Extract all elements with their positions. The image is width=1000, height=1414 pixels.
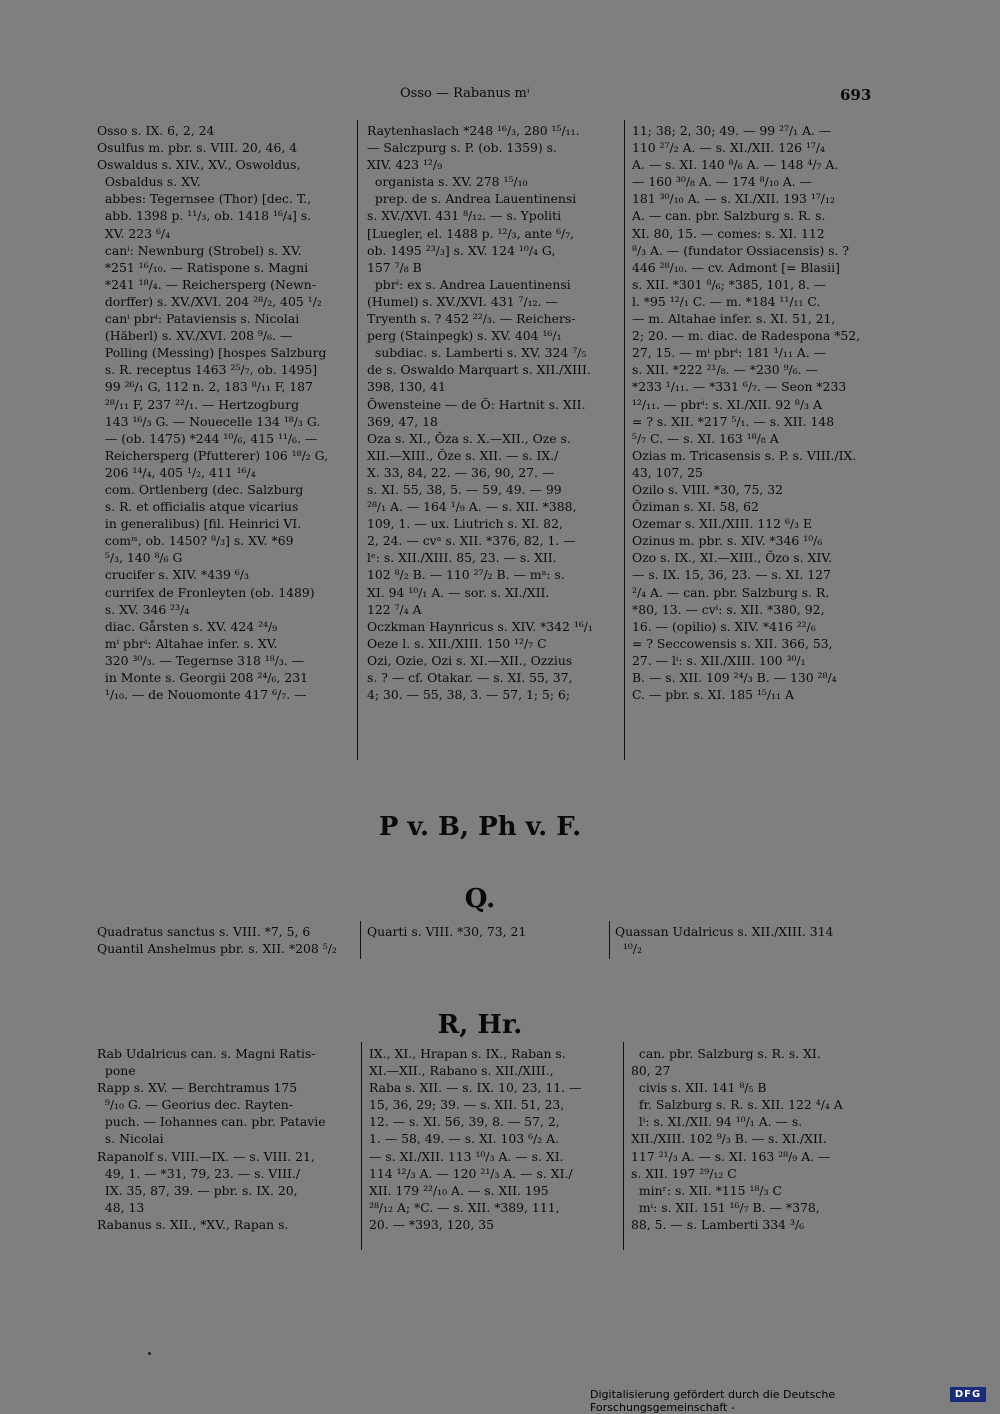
index-entry-line: s. XII. *222 ²¹/₈. — *230 ⁹/₆. — [632,362,818,378]
index-entry-line: [Luegler, el. 1488 p. ¹²/₃, ante ⁶/₇, [367,225,575,241]
index-entry-line: *251 ¹⁶/₁₀. — Ratispone s. Magni [97,259,309,275]
index-entry-line: Oza s. XI., Ŏza s. X.—XII., Oze s. [367,430,571,446]
index-entry-line: Osso s. IX. 6, 2, 24 [97,123,215,138]
index-entry-line: = ? Seccowensis s. XII. 366, 53, [632,635,833,651]
column-divider [624,120,625,760]
index-entry-line: canⁱ: Newnburg (Strobel) s. XV. [97,242,302,258]
running-head [0,86,1000,106]
index-entry-line: s. Nicolai [97,1131,164,1147]
column-divider [360,921,361,959]
index-entry-line: 109, 1. — ux. Liutrich s. XI. 82, [367,516,563,532]
page-number: 693 [840,86,872,104]
index-entry-line: crucifer s. XIV. *439 ⁶/₃ [97,567,249,583]
index-entry-line: 11; 38; 2, 30; 49. — 99 ²⁷/₁ A. — [632,123,832,138]
index-entry-line: minʳ: s. XII. *115 ¹⁸/₃ C [631,1182,782,1198]
index-entry-line: Reichersperg (Pfutterer) 106 ¹⁸/₂ G, [97,447,329,463]
index-entry-line: 157 ⁷/₈ B [367,259,422,275]
index-entry-line: *80, 13. — cvⁱ: s. XII. *380, 92, [632,601,825,617]
r-column-left [97,1045,357,1250]
index-entry-line: (Häberl) s. XV./XVI. 208 ⁹/₆. — [97,328,293,344]
index-entry-line: ²⁸/₁ A. — 164 ¹/₉ A. — s. XII. *388, [367,499,577,515]
index-entry-line: Ozo s. IX., XI.—XIII., Ŏzo s. XIV. [632,550,832,566]
index-entry-line: 114 ¹²/₃ A. — 120 ²¹/₃ A. — s. XI./ [369,1165,573,1181]
index-entry-line: 2; 20. — m. diac. de Radespona *52, [632,328,861,344]
column-divider [357,120,358,760]
index-entry-line: organista s. XV. 278 ¹⁵/₁₀ [367,174,528,190]
index-entry-line: in Monte s. Georgii 208 ²⁴/₆, 231 [97,670,308,685]
index-entry-line: Oeze l. s. XII./XIII. 150 ¹²/₇ C [367,635,547,651]
index-entry-line: de s. Oswaldo Marquart s. XII./XIII. [367,362,591,378]
index-entry-line: Polling (Messing) [hospes Salzburg [97,345,327,361]
index-entry-line: pbrⁱ: ex s. Andrea Lauentinensi [367,276,571,292]
index-entry-line: — 160 ³⁰/₈ A. — 174 ⁸/₁₀ A. — [632,174,812,190]
index-entry-line: 99 ²⁶/₁ G, 112 n. 2, 183 ⁸/₁₁ F, 187 [97,379,313,395]
index-entry-line: s. XV. 346 ²³/₄ [97,601,190,617]
index-entry-line: abbes: Tegernsee (Thor) [dec. T., [97,191,312,207]
index-entry-line: s. XII. 197 ²⁹/₁₂ C [631,1165,737,1181]
index-entry-line: 1. — 58, 49. — s. XI. 103 ⁶/₂ A. [369,1131,560,1147]
column-divider [623,1042,624,1250]
index-entry-line: Quarti s. VIII. *30, 73, 21 [367,924,527,939]
index-entry-line: ²⁸/₁₁ F, 237 ²²/₁. — Hertzogburg [97,396,299,412]
index-entry-line: Rab Udalricus can. s. Magni Ratis- [97,1046,316,1061]
index-entry-line: Rapp s. XV. — Berchtramus 175 [97,1080,298,1096]
index-entry-line: 206 ¹⁴/₄, 405 ¹/₂, 411 ¹⁶/₄ [97,464,256,480]
index-entry-line: ¹/₁₀. — de Nouomonte 417 ⁶/₇. — [97,687,307,703]
index-entry-line: B. — s. XII. 109 ²⁴/₃ B. — 130 ²⁸/₄ [632,670,837,685]
index-entry-line: 320 ³⁰/₃. — Tegernse 318 ¹⁸/₃. — [97,652,305,668]
index-entry-line: 12. — s. XI. 56, 39, 8. — 57, 2, [369,1114,560,1130]
q-column-middle [367,923,617,959]
footer [590,1388,990,1414]
index-entry-line: currifex de Fronleyten (ob. 1489) [97,584,315,600]
index-entry-line: 102 ⁸/₂ B. — 110 ²⁷/₂ B. — mᵃ: s. [367,567,565,583]
index-entry-line: s. R. receptus 1463 ²⁵/₇, ob. 1495] [97,362,318,378]
index-entry-line: Tryenth s. ? 452 ²²/₃. — Reichers- [367,311,576,327]
q-column-right [615,923,877,959]
index-entry-line: Ozilo s. VIII. *30, 75, 32 [632,481,784,497]
index-entry-line: Osulfus m. pbr. s. VIII. 20, 46, 4 [97,140,298,156]
index-entry-line: 369, 47, 18 [367,413,438,429]
section-heading-r: R, Hr. [437,1010,523,1040]
index-entry-line: l. *95 ¹²/₁ C. — m. *184 ¹¹/₁₁ C. [632,293,821,309]
index-entry-line: s. XI. 55, 38, 5. — 59, 49. — 99 [367,481,562,497]
index-entry-line: XI. 80, 15. — comes: s. XI. 112 [632,225,825,241]
index-entry-line: dorffer) s. XV./XVI. 204 ²⁸/₂, 405 ¹/₂ [97,293,322,309]
index-entry-line: IX., XI., Hrapan s. IX., Raban s. [369,1046,566,1061]
index-entry-line: = ? s. XII. *217 ⁵/₁. — s. XII. 148 [632,413,835,429]
index-entry-line: X. 33, 84, 22. — 36, 90, 27. — [367,464,555,480]
index-entry-line: ⁵/₇ C. — s. XI. 163 ¹⁸/₈ A [632,430,779,446]
column-divider [609,921,610,959]
index-entry-line: Oswaldus s. XIV., XV., Oswoldus, [97,157,301,173]
index-entry-line: A. — can. pbr. Salzburg s. R. s. [632,208,826,224]
index-entry-line: Ozi, Ozie, Ozi s. XI.—XII., Ozzius [367,652,573,668]
index-entry-line: *241 ¹⁸/₄. — Reichersperg (Newn- [97,276,316,292]
index-entry-line: subdiac. s. Lamberti s. XV. 324 ⁷/₅ [367,345,587,361]
index-entry-line: ⁹/₁₀ G. — Georius dec. Rayten- [97,1097,293,1113]
index-entry-line: in generalibus) [fil. Heinrici VI. [97,516,302,532]
index-entry-line: 48, 13 [97,1199,145,1215]
index-entry-line: 2, 24. — cvᵃ s. XII. *376, 82, 1. — [367,533,576,549]
index-entry-line: 398, 130, 41 [367,379,446,395]
index-entry-line: Ozias m. Tricasensis s. P. s. VIII./IX. [632,447,857,463]
index-entry-line: 15, 36, 29; 39. — s. XII. 51, 23, [369,1097,565,1113]
index-entry-line: 27, 15. — mⁱ pbrⁱ: 181 ¹/₁₁ A. — [632,345,827,361]
column-divider [361,1042,362,1250]
index-entry-line: 446 ²⁸/₁₀. — cv. Admont [= Blasii] [632,259,840,275]
section-heading-p: P v. B, Ph v. F. [378,812,582,842]
index-entry-line: Ozinus m. pbr. s. XIV. *346 ¹⁰/₆ [632,533,823,549]
index-entry-line: Raytenhaslach *248 ¹⁶/₃, 280 ¹⁵/₁₁. [367,123,580,138]
section-heading-q: Q. [464,884,496,914]
entry-column-right [632,122,877,762]
index-entry-line: perg (Stainpegk) s. XV. 404 ¹⁶/₁ [367,328,562,344]
index-entry-line: civis s. XII. 141 ⁸/₅ B [631,1080,767,1096]
index-entry-line: s. ? — cf. Otakar. — s. XI. 55, 37, [367,670,573,685]
index-entry-line: ⁵/₃, 140 ⁸/₆ G [97,550,183,566]
scan-speck [148,1352,151,1355]
index-entry-line: XIV. 423 ¹²/₉ [367,157,443,173]
index-entry-line: ²/₄ A. — can. pbr. Salzburg s. R. [632,584,830,600]
index-entry-line: 49, 1. — *31, 79, 23. — s. VIII./ [97,1165,301,1181]
index-entry-line: 117 ²¹/₃ A. — s. XI. 163 ²⁸/₉ A. — [631,1148,831,1164]
index-entry-line: puch. — Iohannes can. pbr. Patavie [97,1114,326,1130]
index-entry-line: com. Ortlenberg (dec. Salzburg [97,481,304,497]
index-entry-line: 143 ¹⁶/₃ G. — Nouecelle 134 ¹⁸/₃ G. [97,413,321,429]
index-entry-line: — (ob. 1475) *244 ¹⁰/₆, 415 ¹¹/₆. — [97,430,318,446]
index-entry-line: ¹⁰/₂ [615,941,642,957]
index-entry-line: 88, 5. — s. Lamberti 334 ³/₆ [631,1216,805,1232]
index-entry-line: fr. Salzburg s. R. s. XII. 122 ⁴/₄ A [631,1097,843,1113]
index-entry-line: s. XV./XVI. 431 ⁸/₁₂. — s. Ypoliti [367,208,562,224]
index-entry-line: *233 ¹/₁₁. — *331 ⁶/₇. — Seon *233 [632,379,847,395]
index-entry-line: 181 ³⁰/₁₀ A. — s. XI./XII. 193 ¹⁷/₁₂ [632,191,835,207]
index-entry-line: Ŏziman s. XI. 58, 62 [632,499,759,515]
entry-column-middle [367,122,617,762]
index-entry-line: comⁱˢ, ob. 1450? ⁸/₃] s. XV. *69 [97,533,294,549]
index-entry-line: abb. 1398 p. ¹¹/₃, ob. 1418 ¹⁶/₄] s. [97,208,312,224]
index-entry-line: lᵉ: s. XII./XIII. 85, 23. — s. XII. [367,550,557,566]
index-entry-line: Quadratus sanctus s. VIII. *7, 5, 6 [97,924,311,939]
r-column-middle [369,1045,617,1250]
index-entry-line: XII.—XIII., Ŏze s. XII. — s. IX./ [367,447,559,463]
index-entry-line: 43, 107, 25 [632,464,703,480]
index-entry-line: Oczkman Haynricus s. XIV. *342 ¹⁶/₁ [367,618,593,634]
index-entry-line: (Humel) s. XV./XVI. 431 ⁷/₁₂. — [367,293,558,309]
index-entry-line: diac. Gårsten s. XV. 424 ²⁴/₉ [97,618,278,634]
q-column-left [97,923,359,959]
index-entry-line: C. — pbr. s. XI. 185 ¹⁵/₁₁ A [632,687,794,703]
entry-column-left [97,122,349,762]
index-entry-line: 110 ²⁷/₂ A. — s. XI./XII. 126 ¹⁷/₄ [632,140,825,156]
index-entry-line: Quassan Udalricus s. XII./XIII. 314 [615,924,834,939]
index-entry-line: XV. 223 ⁶/₄ [97,225,171,241]
index-entry-line: pone [97,1063,136,1079]
index-entry-line: mⁱ: s. XII. 151 ¹⁶/₇ B. — *378, [631,1199,820,1215]
index-entry-line: XI. 94 ¹⁰/₁ A. — sor. s. XI./XII. [367,584,550,600]
r-column-right [631,1045,877,1250]
index-entry-line: s. R. et officialis atque vicarius [97,499,299,515]
index-entry-line: 27. — lⁱ: s. XII./XIII. 100 ³⁰/₁ [632,652,806,668]
index-entry-line: 80, 27 [631,1063,671,1079]
index-entry-line: — m. Altahae infer. s. XI. 51, 21, [632,311,836,327]
index-entry-line: — Salczpurg s. P. (ob. 1359) s. [367,140,557,156]
dfg-logo[interactable]: DFG [950,1387,986,1402]
index-entry-line: 16. — (opilio) s. XIV. *416 ²²/₆ [632,618,816,634]
index-entry-line: Ozemar s. XII./XIII. 112 ⁶/₃ E [632,516,813,532]
index-entry-line: XII./XIII. 102 ⁹/₃ B. — s. XI./XII. [631,1131,827,1147]
footer-credit: Digitalisierung gefördert durch die Deutsche Forschungsgemeinschaft - [590,1388,836,1414]
index-entry-line: ⁸/₃ A. — (fundator Ossiacensis) s. ? [632,242,850,258]
index-entry-line: Ŏwensteine — de Ŏ: Hartnit s. XII. [367,396,586,412]
index-entry-line: Quantil Anshelmus pbr. s. XII. *208 ⁵/₂ [97,941,337,957]
index-entry-line: — s. XI./XII. 113 ¹⁰/₃ A. — s. XI. [369,1148,564,1164]
index-entry-line: prep. de s. Andrea Lauentinensi [367,191,577,207]
index-entry-line: canⁱ pbrⁱ: Pataviensis s. Nicolai [97,311,300,327]
running-title: Osso — Rabanus mⁱ [400,86,530,101]
index-entry-line: — s. IX. 15, 36, 23. — s. XI. 127 [632,567,831,583]
index-entry-line: 4; 30. — 55, 38, 3. — 57, 1; 5; 6; [367,687,571,703]
index-entry-line: s. XII. *301 ⁸/₆; *385, 101, 8. — [632,276,827,292]
index-entry-line: 122 ⁷/₄ A [367,601,422,617]
index-entry-line: Rabanus s. XII., *XV., Rapan s. [97,1216,289,1232]
index-entry-line: Rapanolf s. VIII.—IX. — s. VIII. 21, [97,1148,315,1164]
index-entry-line: ²⁸/₁₂ A; *C. — s. XII. *389, 111, [369,1199,560,1215]
index-entry-line: lⁱ: s. XI./XII. 94 ¹⁰/₁ A. — s. [631,1114,803,1130]
index-entry-line: can. pbr. Salzburg s. R. s. XI. [631,1046,821,1061]
index-entry-line: ¹²/₁₁. — pbrⁱ: s. XI./XII. 92 ⁸/₃ A [632,396,822,412]
index-entry-line: Raba s. XII. — s. IX. 10, 23, 11. — [369,1080,582,1096]
index-entry-line: A. — s. XI. 140 ⁸/₆ A. — 148 ⁴/₇ A. [632,157,839,173]
index-entry-line: IX. 35, 87, 39. — pbr. s. IX. 20, [97,1182,298,1198]
index-entry-line: 20. — *393, 120, 35 [369,1216,494,1232]
index-entry-line: XII. 179 ²²/₁₀ A. — s. XII. 195 [369,1182,549,1198]
index-entry-line: mⁱ pbrⁱ: Altahae infer. s. XV. [97,635,278,651]
index-entry-line: XI.—XII., Rabano s. XII./XIII., [369,1063,554,1079]
index-entry-line: ob. 1495 ²³/₃] s. XV. 124 ¹⁰/₄ G, [367,242,556,258]
index-entry-line: Osbaldus s. XV. [97,174,201,190]
